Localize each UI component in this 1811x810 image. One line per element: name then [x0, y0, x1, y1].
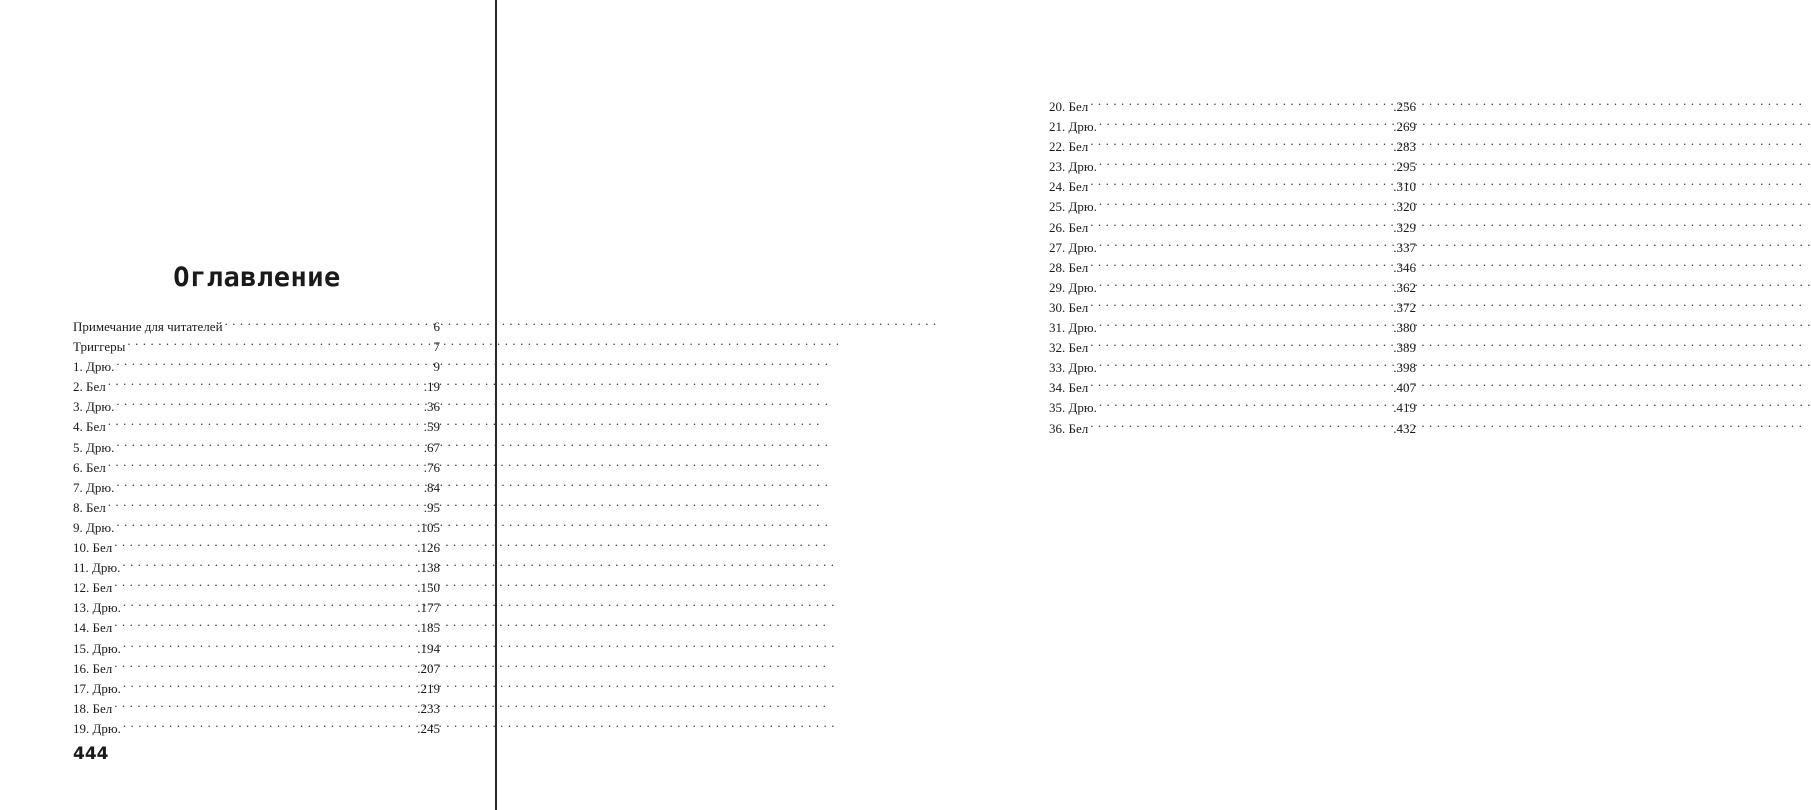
toc-entry-page: .329	[1393, 219, 1416, 235]
toc-entry[interactable]	[1049, 252, 1416, 275]
toc-entry[interactable]	[73, 512, 440, 535]
toc-entry-page: .219	[417, 680, 440, 696]
toc-entry-label: 33. Дрю.	[1049, 360, 1097, 376]
toc-entry[interactable]	[1049, 111, 1416, 135]
dot-leader	[116, 351, 431, 371]
toc-entry-label: 9. Дрю.	[73, 519, 115, 535]
toc-entry-page: .207	[417, 660, 440, 676]
toc-list-right	[1049, 91, 1416, 436]
dot-leader	[1090, 131, 1391, 151]
toc-entry-page: .59	[423, 419, 440, 435]
toc-entry-page: .233	[417, 700, 440, 716]
toc-entry[interactable]	[73, 371, 440, 395]
toc-entry-label: 27. Дрю.	[1049, 239, 1097, 255]
toc-entry[interactable]	[73, 552, 440, 576]
toc-entry-page: .362	[1393, 279, 1416, 295]
toc-entry[interactable]	[73, 411, 440, 435]
dot-leader	[116, 512, 415, 532]
toc-entry-label: 11. Дрю.	[73, 560, 121, 576]
toc-entry-label: 26. Бел	[1049, 219, 1089, 235]
toc-entry[interactable]	[1049, 372, 1416, 396]
toc-entry[interactable]	[73, 673, 440, 696]
toc-entry-label: Примечание для читателей	[73, 319, 223, 334]
toc-entry-page: 9	[433, 359, 440, 375]
dot-leader	[1099, 111, 1391, 131]
toc-entry-page: .269	[1393, 119, 1416, 135]
toc-entry[interactable]	[1049, 332, 1416, 356]
toc-entry-label: 20. Бел	[1049, 99, 1089, 114]
toc-entry-label: 19. Дрю.	[73, 720, 121, 736]
toc-entry[interactable]	[73, 653, 440, 676]
dot-leader	[1099, 191, 1391, 211]
toc-entry[interactable]	[73, 693, 440, 716]
toc-entry-label: 34. Бел	[1049, 380, 1089, 396]
toc-entry-label: 10. Бел	[73, 540, 113, 556]
toc-entry-page: .337	[1393, 239, 1416, 255]
toc-entry-label: 25. Дрю.	[1049, 199, 1097, 215]
dot-leader	[123, 713, 415, 733]
dot-leader	[1090, 372, 1391, 392]
dot-leader	[1090, 252, 1391, 272]
toc-entry-page: .126	[417, 540, 440, 556]
toc-entry[interactable]	[1049, 151, 1416, 175]
dot-leader	[1090, 212, 1391, 232]
toc-entry[interactable]	[1049, 171, 1416, 195]
dot-leader	[123, 633, 415, 653]
toc-entry-page: .372	[1393, 299, 1416, 315]
toc-entry[interactable]	[1049, 232, 1416, 255]
toc-entry-page: .346	[1393, 259, 1416, 275]
toc-entry-page: .138	[417, 560, 440, 576]
left-page	[0, 0, 496, 810]
toc-entry-page: 6	[433, 319, 440, 334]
toc-entry-label: 24. Бел	[1049, 179, 1089, 195]
toc-entry[interactable]	[73, 612, 440, 636]
toc-entry-label: 2. Бел	[73, 379, 106, 395]
dot-leader	[1090, 413, 1391, 433]
toc-entry-label: 17. Дрю.	[73, 680, 121, 696]
dot-leader	[122, 552, 415, 572]
toc-entry-label: 14. Бел	[73, 620, 113, 636]
toc-list-left	[73, 311, 440, 736]
toc-entry-page: .310	[1393, 179, 1416, 195]
dot-leader	[1099, 312, 1391, 332]
dot-leader	[1099, 352, 1391, 372]
toc-entry[interactable]	[73, 592, 440, 616]
toc-entry[interactable]	[1049, 413, 1416, 436]
dot-leader	[1099, 392, 1391, 412]
toc-entry[interactable]	[1049, 312, 1416, 336]
toc-entry[interactable]	[73, 492, 440, 515]
dot-leader	[116, 472, 421, 492]
page-number: 444	[73, 744, 109, 764]
toc-entry-label: 22. Бел	[1049, 139, 1089, 155]
dot-leader	[114, 612, 415, 632]
toc-entry-page: .177	[417, 600, 440, 616]
toc-entry-label: 5. Дрю.	[73, 439, 115, 455]
toc-entry[interactable]	[73, 331, 440, 355]
dot-leader	[114, 693, 415, 713]
toc-entry[interactable]	[73, 391, 440, 415]
toc-entry-label: 18. Бел	[73, 700, 113, 716]
toc-entry-page: .185	[417, 620, 440, 636]
toc-entry-page: .283	[1393, 139, 1416, 155]
dot-leader	[1099, 151, 1391, 171]
toc-entry-page: .407	[1393, 380, 1416, 396]
toc-entry-page: .194	[417, 640, 440, 656]
toc-entry[interactable]	[73, 351, 440, 375]
toc-entry-label: 13. Дрю.	[73, 600, 121, 616]
toc-entry-label: 35. Дрю.	[1049, 400, 1097, 416]
toc-entry-page: .67	[423, 439, 440, 455]
dot-leader	[1099, 232, 1391, 252]
toc-entry-label: 36. Бел	[1049, 420, 1089, 436]
toc-entry-page: .398	[1393, 360, 1416, 376]
toc-entry[interactable]	[73, 532, 440, 556]
toc-entry[interactable]	[73, 452, 440, 475]
dot-leader	[127, 331, 431, 351]
toc-entry[interactable]	[1049, 352, 1416, 376]
toc-entry-label: 3. Дрю.	[73, 399, 115, 415]
toc-entry-label: 7. Дрю.	[73, 479, 115, 495]
toc-entry[interactable]	[1049, 292, 1416, 315]
dot-leader	[116, 432, 421, 452]
toc-entry[interactable]	[1049, 272, 1416, 295]
dot-leader	[108, 371, 422, 391]
toc-entry-label: 4. Бел	[73, 419, 106, 435]
toc-entry-label: 30. Бел	[1049, 299, 1089, 315]
toc-entry-page: 7	[433, 339, 440, 355]
toc-entry[interactable]	[1049, 191, 1416, 215]
toc-entry-label: 1. Дрю.	[73, 359, 115, 375]
toc-title: Оглавление	[173, 262, 341, 293]
toc-entry-page: .105	[417, 519, 440, 535]
toc-entry-page: .320	[1393, 199, 1416, 215]
toc-entry-page: .389	[1393, 340, 1416, 356]
toc-entry-page: .419	[1393, 400, 1416, 416]
toc-entry-page: .295	[1393, 159, 1416, 175]
dot-leader	[1099, 272, 1391, 292]
dot-leader	[1090, 332, 1391, 352]
toc-entry-page: .150	[417, 580, 440, 596]
dot-leader	[108, 492, 422, 512]
toc-entry[interactable]	[1049, 392, 1416, 416]
toc-entry[interactable]	[73, 432, 440, 455]
toc-entry-page: .19	[423, 379, 440, 395]
toc-entry[interactable]	[73, 472, 440, 495]
toc-entry[interactable]	[1049, 91, 1416, 114]
toc-entry-label: 23. Дрю.	[1049, 159, 1097, 175]
dot-leader	[123, 592, 415, 612]
dot-leader	[114, 653, 415, 673]
dot-leader	[1090, 171, 1391, 191]
toc-entry-label: Триггеры	[73, 339, 126, 355]
toc-entry[interactable]	[73, 572, 440, 596]
dot-leader	[114, 532, 415, 552]
toc-entry[interactable]	[73, 311, 440, 334]
toc-entry-label: 28. Бел	[1049, 259, 1089, 275]
dot-leader	[114, 572, 415, 592]
right-page	[497, 0, 1416, 810]
toc-entry[interactable]	[73, 633, 440, 656]
toc-entry-page: .76	[423, 459, 440, 475]
dot-leader	[123, 673, 415, 693]
toc-entry-page: .245	[417, 720, 440, 736]
toc-entry-label: 15. Дрю.	[73, 640, 121, 656]
toc-entry-label: 29. Дрю.	[1049, 279, 1097, 295]
toc-entry-label: 16. Бел	[73, 660, 113, 676]
toc-entry-page: .380	[1393, 320, 1416, 336]
toc-entry[interactable]	[1049, 131, 1416, 155]
toc-entry-label: 32. Бел	[1049, 340, 1089, 356]
toc-entry-label: 21. Дрю.	[1049, 119, 1097, 135]
dot-leader	[1090, 292, 1391, 312]
toc-entry-page: .95	[423, 499, 440, 515]
dot-leader	[116, 391, 421, 411]
dot-leader	[108, 411, 422, 431]
toc-entry-label: 6. Бел	[73, 459, 106, 475]
toc-entry-page: .84	[423, 479, 440, 495]
toc-entry-label: 8. Бел	[73, 499, 106, 515]
toc-entry-label: 12. Бел	[73, 580, 113, 596]
dot-leader	[108, 452, 422, 472]
toc-entry-page: .256	[1393, 99, 1416, 114]
toc-entry-page: .36	[423, 399, 440, 415]
dot-leader	[225, 311, 432, 331]
toc-entry[interactable]	[73, 713, 440, 736]
dot-leader	[1090, 91, 1391, 111]
toc-entry[interactable]	[1049, 212, 1416, 235]
toc-entry-page: .432	[1393, 420, 1416, 436]
toc-entry-label: 31. Дрю.	[1049, 320, 1097, 336]
